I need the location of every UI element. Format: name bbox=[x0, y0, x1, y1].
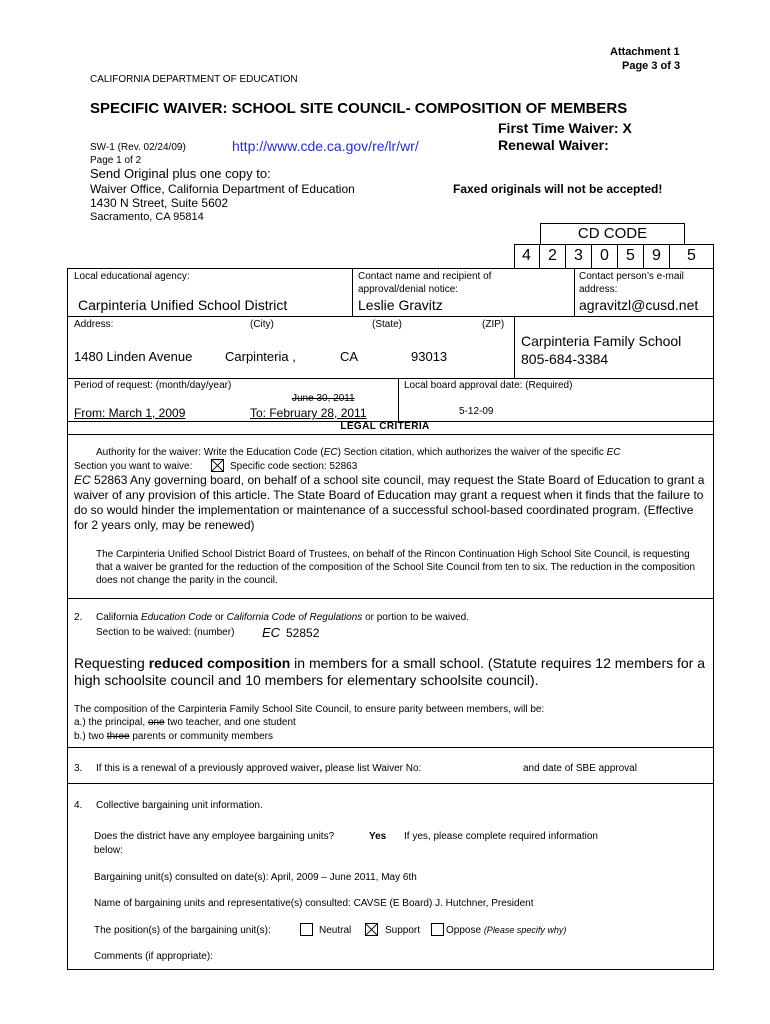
request-text-b: in members for a small school. (Statute requires 12 members for a high schoolsite council and 10 members for elementary schoolsite council). bbox=[74, 655, 706, 688]
authority-text-a: Authority for the waiver: Write the Education Code ( bbox=[96, 447, 324, 458]
send-line-1: Send Original plus one copy to: bbox=[90, 166, 271, 181]
fax-note: Faxed originals will not be accepted! bbox=[453, 182, 663, 196]
composition-b-struck: three bbox=[106, 731, 130, 742]
item4-number: 4. bbox=[74, 800, 83, 811]
lea-label: Local educational agency: bbox=[74, 271, 190, 282]
contact-label-1: Contact name and recipient of bbox=[358, 271, 492, 282]
request-text-a: Requesting bbox=[74, 655, 149, 671]
address-label: Address: bbox=[74, 319, 114, 330]
zip-value[interactable]: 93013 bbox=[411, 349, 448, 364]
cd-digit: 9 bbox=[644, 244, 670, 268]
to-date[interactable]: To: February 28, 2011 bbox=[250, 406, 367, 420]
item2-number: 2. bbox=[74, 612, 83, 623]
contact-label-2: approval/denial notice: bbox=[358, 284, 459, 295]
authority-ec-2: EC bbox=[606, 447, 621, 458]
oppose-checkbox[interactable] bbox=[431, 923, 444, 936]
support-checkbox[interactable] bbox=[365, 923, 378, 936]
composition-a-suffix: two teacher, and one student bbox=[164, 717, 296, 728]
cd-digit: 4 bbox=[514, 244, 540, 268]
section-waived-label: Section to be waived: (number) bbox=[96, 627, 235, 638]
zip-label: (ZIP) bbox=[482, 319, 505, 330]
state-label: (State) bbox=[372, 319, 403, 330]
statute-ec: EC bbox=[74, 473, 91, 487]
item2-text-a: California bbox=[96, 612, 142, 623]
cd-digit: 5 bbox=[670, 244, 714, 268]
department-label: CALIFORNIA DEPARTMENT OF EDUCATION bbox=[90, 74, 298, 85]
struck-end-date: June 30, 2011 bbox=[292, 393, 355, 404]
cd-digit: 0 bbox=[592, 244, 618, 268]
composition-a-struck: one bbox=[147, 717, 165, 728]
period-label: Period of request: (month/day/year) bbox=[74, 380, 232, 391]
statute-text bbox=[74, 473, 710, 533]
support-label: Support bbox=[385, 925, 421, 936]
legal-criteria-heading: LEGAL CRITERIA bbox=[340, 421, 430, 432]
page-of-label: Page 3 of 3 bbox=[622, 60, 681, 72]
item3-text-b: please list Waiver No: bbox=[322, 763, 422, 774]
oppose-label: Oppose bbox=[446, 925, 482, 936]
first-time-waiver: First Time Waiver: X bbox=[498, 120, 632, 136]
composition-b-prefix: b.) two bbox=[74, 731, 107, 742]
email-label-1: Contact person’s e-mail bbox=[579, 271, 684, 282]
from-date[interactable]: From: March 1, 2009 bbox=[74, 406, 186, 420]
item3-text-a: If this is a renewal of a previously approved waiver bbox=[96, 763, 320, 774]
form-url-link[interactable]: http://www.cde.ca.gov/re/lr/wr/ bbox=[232, 138, 419, 154]
attachment-label: Attachment 1 bbox=[610, 46, 680, 58]
section-want-label: Section you want to waive: bbox=[74, 461, 193, 472]
composition-intro: The composition of the Carpinteria Family School Site Council, to ensure parity between members, will be: bbox=[74, 704, 545, 715]
authority-text-b: ) Section citation, which authorizes the waiver of the specific bbox=[337, 447, 607, 458]
item2-heading bbox=[96, 612, 469, 623]
send-line-2: Waiver Office, California Department of Education bbox=[90, 182, 355, 196]
units-representatives[interactable]: Name of bargaining units and representative(s) consulted: CAVSE (E Board) J. Hutchner, President bbox=[94, 898, 534, 909]
below-label: below: bbox=[94, 845, 123, 856]
item2-edcode: Education Code bbox=[141, 612, 213, 623]
composition-a-prefix: a.) the principal, bbox=[74, 717, 148, 728]
item3-text bbox=[96, 763, 421, 774]
send-line-3: 1430 N Street, Suite 5602 bbox=[90, 196, 229, 210]
form-page: Page 1 of 2 bbox=[90, 155, 142, 166]
board-approval-label: Local board approval date: (Required) bbox=[404, 380, 573, 391]
city-label: (City) bbox=[250, 319, 274, 330]
section-ec: EC bbox=[262, 625, 281, 640]
section-number[interactable]: 52852 bbox=[286, 626, 320, 640]
units-consulted[interactable]: Bargaining unit(s) consulted on date(s): April, 2009 – June 2011, May 6th bbox=[94, 872, 417, 883]
renewal-waiver: Renewal Waiver: bbox=[498, 137, 609, 153]
street-value[interactable]: 1480 Linden Avenue bbox=[74, 349, 193, 364]
request-bold: reduced composition bbox=[148, 655, 291, 671]
sbe-approval-label: and date of SBE approval bbox=[523, 763, 637, 774]
authority-ec: EC bbox=[323, 447, 338, 458]
school-name: Carpinteria Family School bbox=[521, 333, 682, 349]
bargaining-question: Does the district have any employee bargaining units? bbox=[94, 831, 335, 842]
state-value[interactable]: CA bbox=[340, 349, 359, 364]
item4-title: Collective bargaining unit information. bbox=[96, 800, 263, 811]
lea-value[interactable]: Carpinteria Unified School District bbox=[78, 297, 288, 313]
oppose-note: (Please specify why) bbox=[483, 925, 567, 935]
authority-line bbox=[96, 447, 621, 458]
specific-code-label: Specific code section: 52863 bbox=[230, 461, 358, 472]
school-phone: 805-684-3384 bbox=[521, 351, 609, 367]
if-yes-note: If yes, please complete required information bbox=[404, 831, 598, 842]
position-label: The position(s) of the bargaining unit(s): bbox=[94, 925, 271, 936]
item2-text-b: or bbox=[212, 612, 227, 623]
item2-ccr: California Code of Regulations bbox=[226, 612, 363, 623]
comments-label: Comments (if appropriate): bbox=[94, 951, 213, 962]
email-value[interactable]: agravitzl@cusd.net bbox=[579, 297, 699, 313]
city-value[interactable]: Carpinteria , bbox=[225, 349, 296, 364]
bargaining-answer-yes[interactable]: Yes bbox=[369, 831, 387, 842]
neutral-label: Neutral bbox=[319, 925, 352, 936]
send-line-4: Sacramento, CA 95814 bbox=[90, 211, 204, 223]
composition-request bbox=[74, 655, 710, 689]
item2-text-c: or portion to be waived. bbox=[362, 612, 470, 623]
neutral-checkbox[interactable] bbox=[300, 923, 313, 936]
cd-digit: 3 bbox=[566, 244, 592, 268]
specific-code-checkbox[interactable] bbox=[211, 459, 224, 472]
email-label-2: address: bbox=[579, 284, 618, 295]
district-statement: The Carpinteria Unified School District Board of Trustees, on behalf of the Rincon Continuation High School Site Council, is requesting that a waiver be granted for the reduction of the composition of the School Site Council from ten to six. The reduction in the composition does not change the parity in the council. bbox=[96, 549, 696, 586]
composition-b bbox=[74, 731, 273, 742]
item3-comma: , bbox=[319, 763, 323, 774]
form-number: SW-1 (Rev. 02/24/09) bbox=[90, 142, 186, 153]
cd-code-label: CD CODE bbox=[577, 225, 648, 242]
cd-digit: 5 bbox=[618, 244, 644, 268]
composition-a bbox=[74, 717, 296, 728]
cd-digit: 2 bbox=[540, 244, 566, 268]
board-approval-date[interactable]: 5-12-09 bbox=[459, 406, 494, 417]
statute-body: 52863 Any governing board, on behalf of a school site council, may request the State Board of Education to grant a waiver of any provision of this article. The State Board of Education may grant a request when it finds that the failure to do so would hinder the implementation or maintenance of a successful school-based coordinated program. (Effective for 2 years only, may be renewed) bbox=[74, 473, 705, 532]
form-title: SPECIFIC WAIVER: SCHOOL SITE COUNCIL- COMPOSITION OF MEMBERS bbox=[90, 100, 628, 117]
oppose-group bbox=[446, 925, 566, 936]
contact-value[interactable]: Leslie Gravitz bbox=[358, 297, 443, 313]
cd-code-header bbox=[540, 223, 685, 245]
composition-b-suffix: parents or community members bbox=[129, 731, 273, 742]
item3-number: 3. bbox=[74, 763, 83, 774]
